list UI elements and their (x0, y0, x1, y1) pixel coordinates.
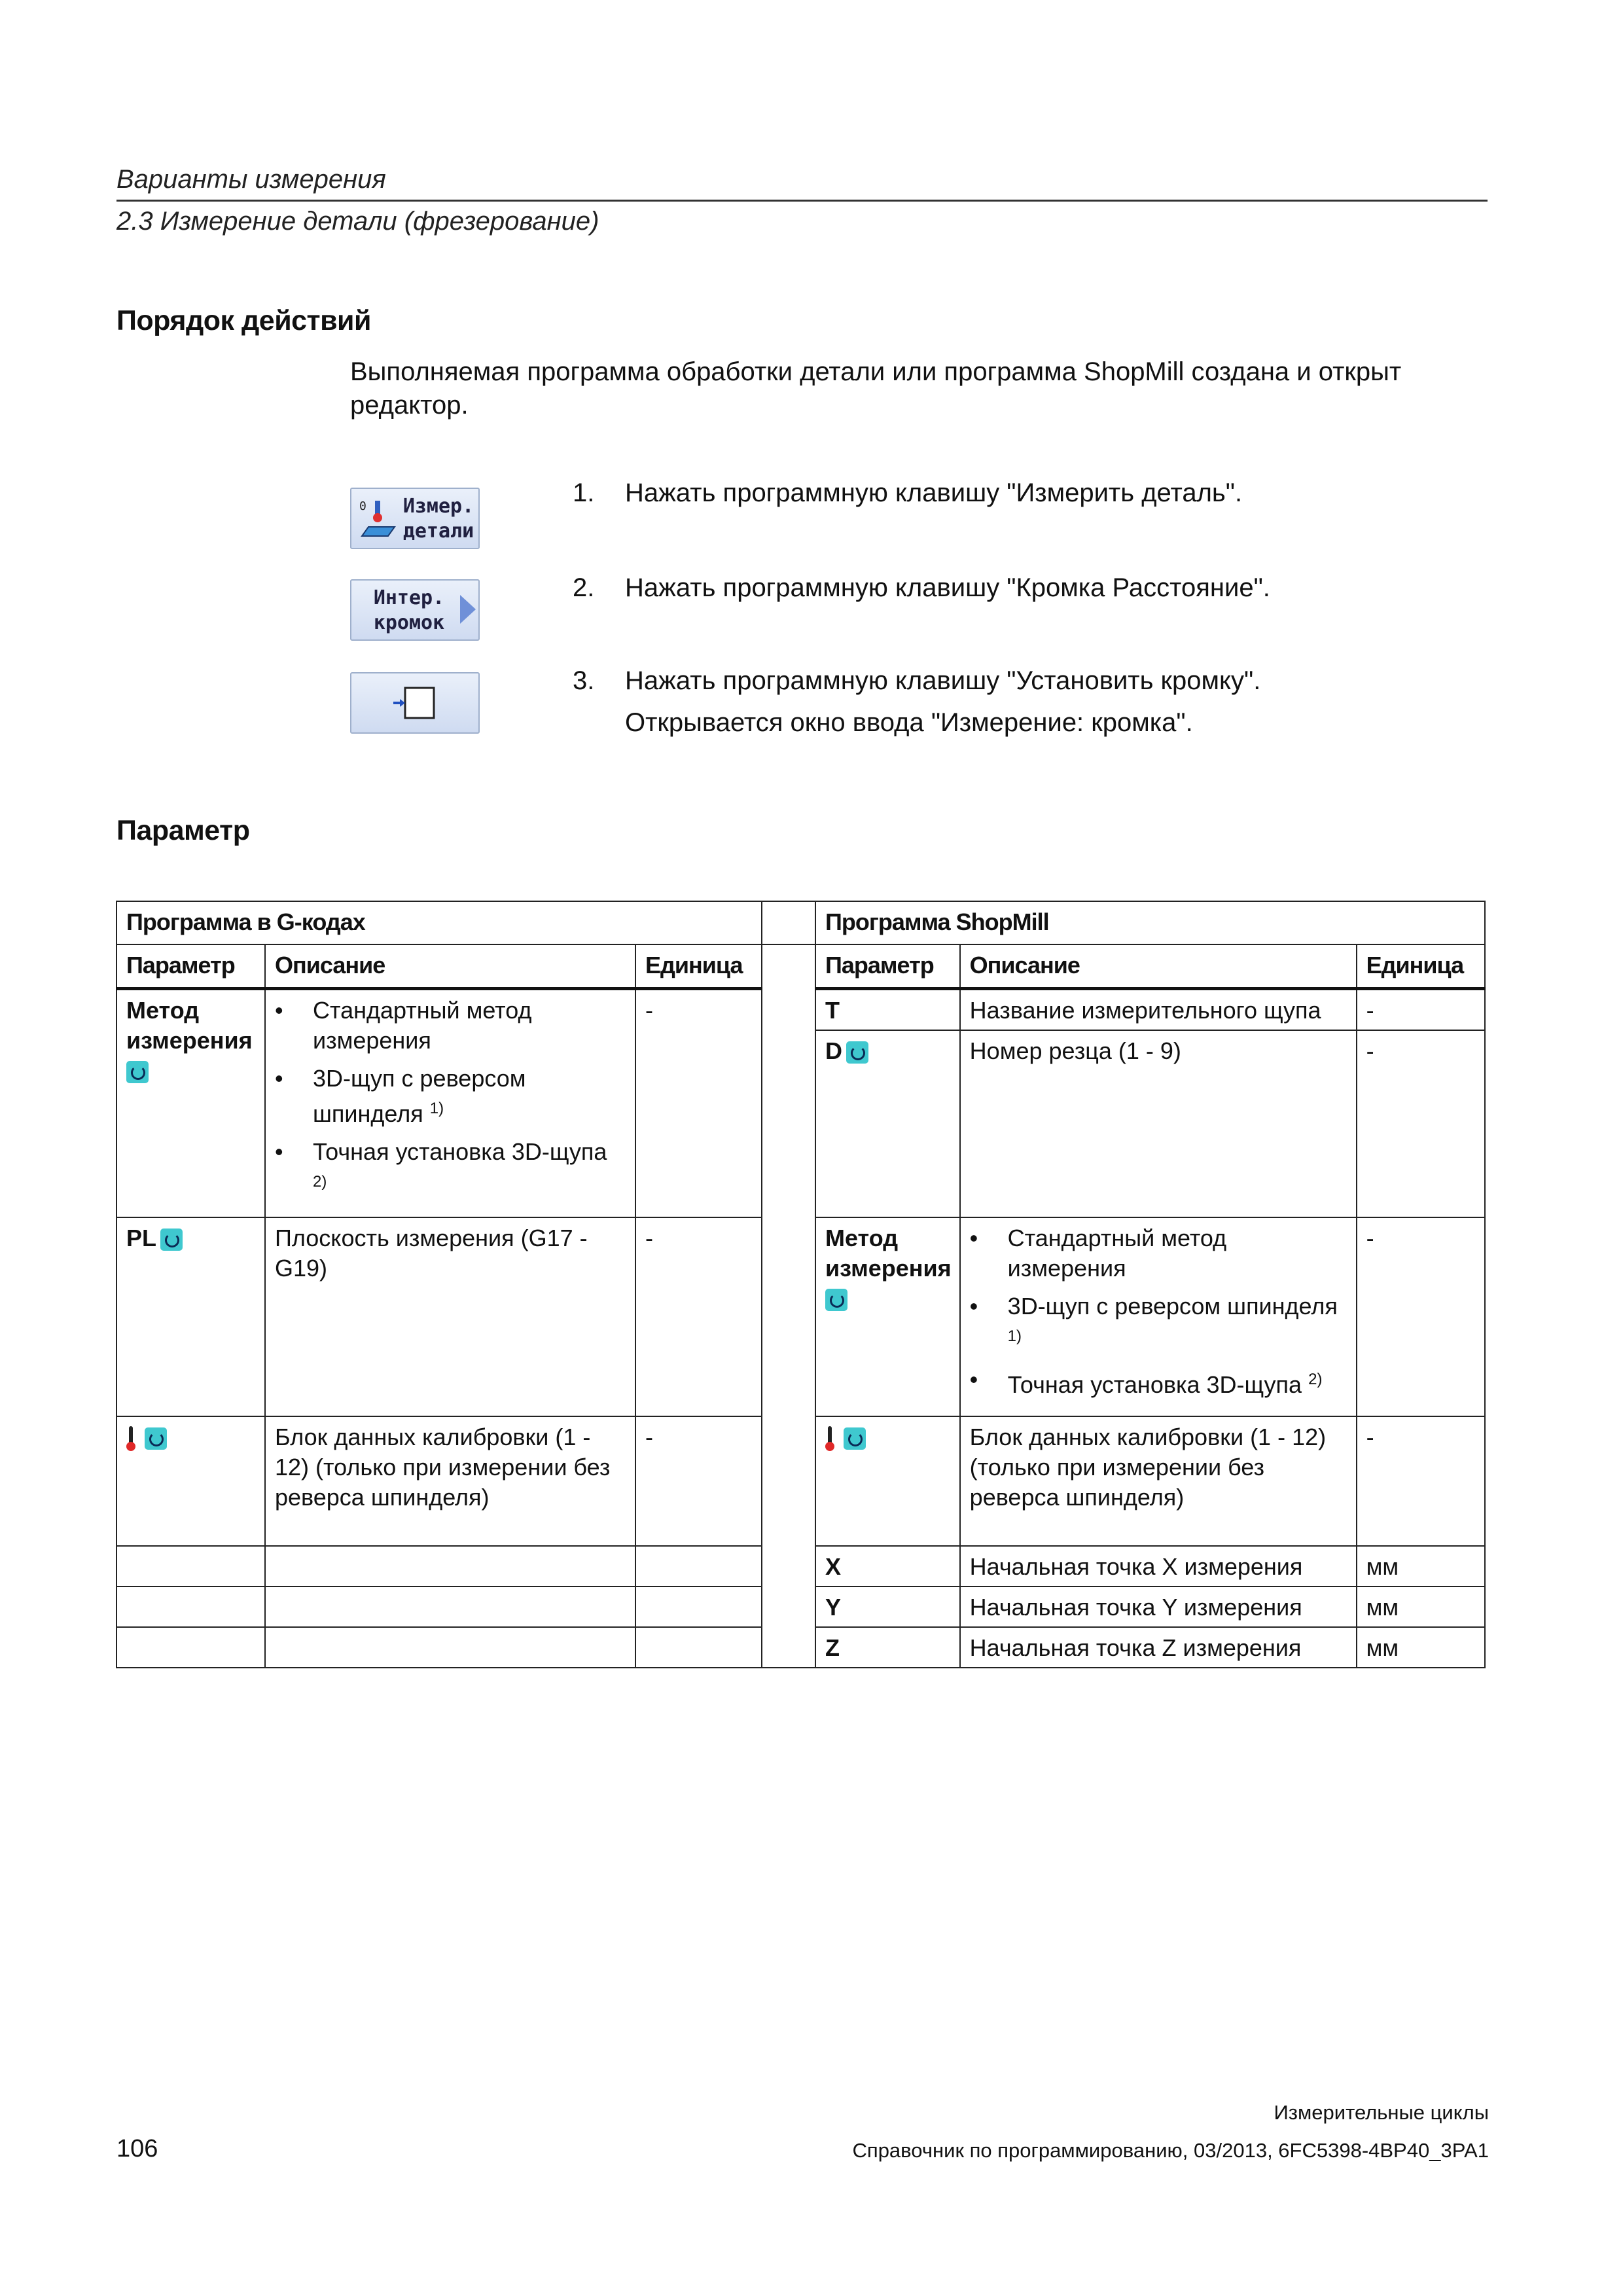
desc-cell: Номер резца (1 - 9) (960, 1030, 1357, 1217)
param-cell (116, 988, 265, 1217)
desc-cell (960, 1217, 1357, 1416)
unit-cell: - (1357, 988, 1485, 1030)
param-cell: T (815, 988, 960, 1030)
step-text: Нажать программную клавишу "Установить кромку". (625, 666, 1261, 695)
softkey-label-line2: детали (402, 520, 474, 543)
set-edge-softkey[interactable] (350, 672, 480, 734)
unit-cell: - (635, 1217, 762, 1416)
parameter-heading: Параметр (116, 815, 250, 846)
separator-cell (762, 944, 815, 1668)
list-item (275, 1137, 627, 1202)
svg-text:0: 0 (359, 499, 366, 513)
step-number: 3. (573, 666, 595, 695)
param-name: Метод измерения (126, 996, 253, 1054)
unit-cell: - (1357, 1030, 1485, 1217)
parameter-table (116, 901, 1486, 1668)
empty-cell (265, 1546, 635, 1587)
softkey-label-line2: кромок (373, 611, 445, 634)
softkey-label-line1: Измер. (402, 495, 474, 518)
procedure-heading: Порядок действий (116, 305, 371, 336)
section-title: 2.3 Измерение детали (фрезерование) (116, 207, 599, 236)
param-cell: X (815, 1546, 960, 1587)
header-rule (116, 200, 1488, 202)
empty-cell (265, 1587, 635, 1627)
col-param-header: Параметр (815, 944, 960, 988)
param-cell (815, 1416, 960, 1546)
desc-cell: Название измерительного щупа (960, 988, 1357, 1030)
chapter-title: Варианты измерения (116, 165, 386, 194)
footer-title: Измерительные циклы (1274, 2101, 1489, 2124)
list-item (970, 1291, 1348, 1357)
edge-distance-softkey[interactable] (350, 579, 480, 641)
unit-cell: - (1357, 1416, 1485, 1546)
toggle-icon (126, 1061, 149, 1083)
toggle-icon (160, 1229, 183, 1251)
step-result-text: Открывается окно ввода "Измерение: кромка". (625, 708, 1193, 737)
empty-cell (116, 1546, 265, 1587)
footnote-ref: 2) (313, 1172, 327, 1191)
gcode-title: Программа в G-кодах (116, 901, 762, 944)
desc-cell: Блок данных калибровки (1 - 12) (только при измерении без реверса шпинделя) (265, 1416, 635, 1546)
empty-cell (265, 1627, 635, 1668)
step-number: 2. (573, 573, 595, 602)
separator-cell (762, 901, 815, 944)
table-header-row (116, 944, 1485, 988)
step-text: Нажать программную клавишу "Измерить деталь". (625, 478, 1243, 507)
param-cell (815, 1217, 960, 1416)
unit-cell: - (635, 988, 762, 1217)
step-text: Нажать программную клавишу "Кромка Расстояние". (625, 573, 1270, 602)
probe-icon (359, 498, 396, 541)
step-number: 1. (573, 478, 595, 507)
shopmill-title: Программа ShopMill (815, 901, 1485, 944)
measure-part-softkey[interactable] (350, 488, 480, 549)
empty-cell (635, 1546, 762, 1587)
desc-cell: Плоскость измерения (G17 - G19) (265, 1217, 635, 1416)
edge-icon (392, 685, 438, 722)
toggle-icon (145, 1427, 167, 1450)
unit-cell: - (635, 1416, 762, 1546)
bullet-text: Точная установка 3D-щупа (1007, 1371, 1302, 1398)
footnote-ref: 1) (1007, 1327, 1022, 1345)
col-desc-header: Описание (960, 944, 1357, 988)
bullet-text: Стандартный метод измерения (313, 996, 532, 1054)
col-unit-header: Единица (1357, 944, 1485, 988)
col-param-header: Параметр (116, 944, 265, 988)
empty-cell (635, 1587, 762, 1627)
list-item (970, 1365, 1348, 1400)
col-unit-header: Единица (635, 944, 762, 988)
param-name: D (825, 1037, 842, 1064)
unit-cell: мм (1357, 1587, 1485, 1627)
arrow-right-icon (459, 594, 477, 625)
footer-subtitle: Справочник по программированию, 03/2013, 6FC5398-4BP40_3PA1 (852, 2139, 1489, 2162)
thermometer-icon (126, 1426, 135, 1451)
page-number: 106 (116, 2135, 158, 2162)
footnote-ref: 1) (429, 1099, 444, 1117)
empty-cell (116, 1627, 265, 1668)
bullet-text: 3D-щуп с реверсом шпинделя (313, 1064, 526, 1127)
bullet-text: 3D-щуп с реверсом шпинделя (1007, 1292, 1338, 1319)
bullet-text: Точная установка 3D-щупа (313, 1138, 607, 1165)
desc-cell: Начальная точка Y измерения (960, 1587, 1357, 1627)
desc-cell (265, 988, 635, 1217)
col-desc-header: Описание (265, 944, 635, 988)
param-cell (116, 1416, 265, 1546)
toggle-icon (825, 1289, 847, 1311)
desc-cell: Начальная точка Z измерения (960, 1627, 1357, 1668)
list-item (275, 1064, 627, 1129)
empty-cell (116, 1587, 265, 1627)
param-cell (116, 1217, 265, 1416)
unit-cell: мм (1357, 1627, 1485, 1668)
toggle-icon (846, 1041, 868, 1064)
thermometer-icon (825, 1426, 834, 1451)
unit-cell: мм (1357, 1546, 1485, 1587)
list-item (970, 1223, 1348, 1283)
bullet-text: Стандартный метод измерения (1007, 1224, 1227, 1282)
unit-cell: - (1357, 1217, 1485, 1416)
param-cell: Y (815, 1587, 960, 1627)
param-name: PL (126, 1224, 157, 1251)
param-cell: Z (815, 1627, 960, 1668)
param-name: Метод измерения (825, 1224, 952, 1282)
softkey-label-line1: Интер. (373, 586, 445, 609)
empty-cell (635, 1627, 762, 1668)
procedure-intro: Выполняемая программа обработки детали или программа ShopMill создана и открыт редактор. (350, 357, 1402, 420)
list-item (275, 996, 627, 1056)
toggle-icon (844, 1427, 866, 1450)
desc-cell: Начальная точка X измерения (960, 1546, 1357, 1587)
param-cell (815, 1030, 960, 1217)
table-title-row (116, 901, 1485, 944)
desc-cell: Блок данных калибровки (1 - 12) (только при измерении без реверса шпинделя) (960, 1416, 1357, 1546)
footnote-ref: 2) (1308, 1370, 1323, 1388)
